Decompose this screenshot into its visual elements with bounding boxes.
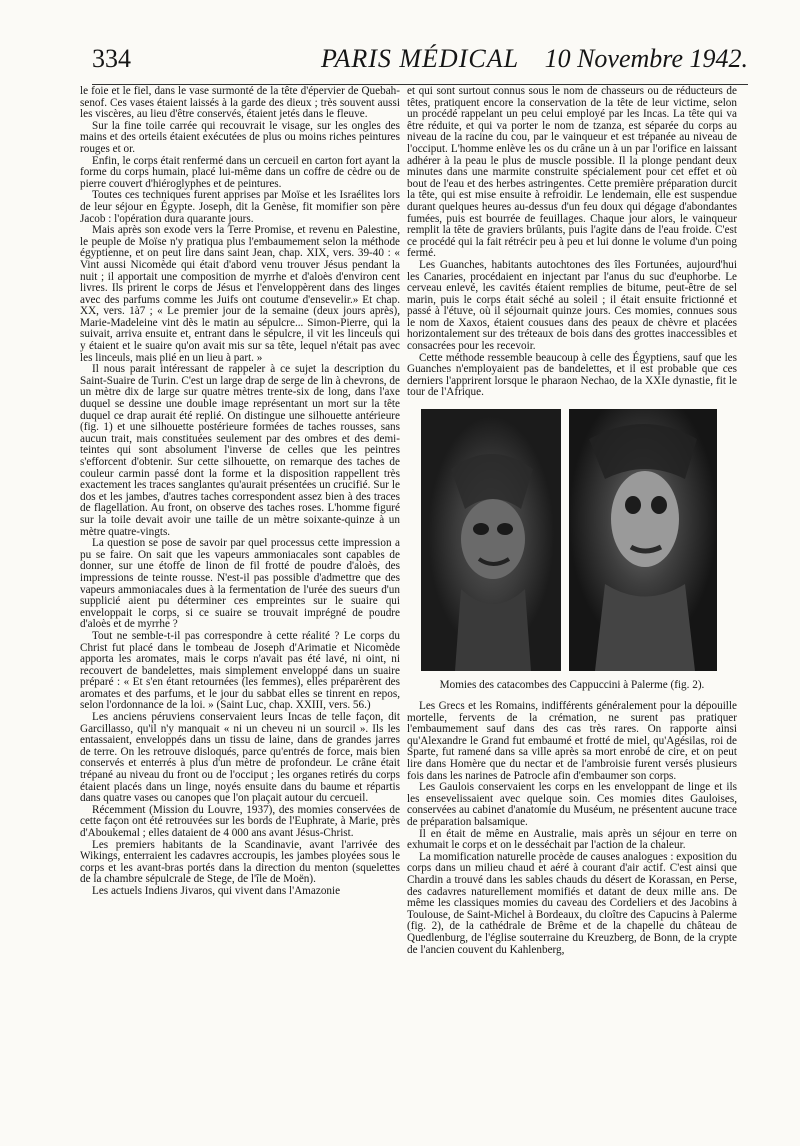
mummy-photo-left xyxy=(421,409,561,671)
paragraph: Cette méthode ressemble beaucoup à celle des Égyptiens, sauf que les Guanches n'employaient pas de bandelettes, et il est probable que ces derniers l'apprirent lorsque le pharaon Nechao, de la XXIe dynastie, fit le tour de l'Afrique. xyxy=(407,351,737,399)
page-number: 334 xyxy=(92,44,131,73)
paragraph: Il nous parait intéressant de rappeler à ce sujet la description du Saint-Suaire de Turin. C'est un large drap de serge de lin à chevrons, de un mètre dix de large sur quatre mètres trente-six de long, dans l'axe duquel se dessine une double image représentant un mort sur la tête duquel ce drap aurait été replié. On distingue une silhouette antérieure (fig. 1) et une silhouette postérieure formées de taches rousses, sans aucun trait, mais constituées seulement par des ombres et des demi-teintes qui sont absolument l'inverse de celles que les peintres s'efforcent d'obtenir. Sur cette silhouette, on remarque des taches de couleur carmin passé dont la forme et la disposition rappellent très exactement les traces sanglantes qu'aurait présentées un crucifié. Sur le dos et les jambes, d'autres taches correspondent assez bien à des traces de flagellation. Au front, on observe des taches roses. L'homme figuré sur la toile devait avoir une taille de un mètre soixante-quinze à un mètre quatre-vingts. xyxy=(80,363,400,538)
issue-date: 10 Novembre 1942. xyxy=(544,44,748,73)
left-column xyxy=(80,86,400,898)
paragraph: Tout ne semble-t-il pas correspondre à cette réalité ? Le corps du Christ fut placé dans le tombeau de Joseph d'Arimatie et Nicomède apporta les aromates, mais le corps n'avait pas été lavé, ni oint, ni recouvert de bandelettes, mais simplement enveloppé dans un suaire préparé : « Et s'en étant retournées (les femmes), elles préparèrent des aromates et des parfums, et le jour du sabbat elles se tinrent en repos, selon l'ordonnance de la loi. » (Saint Luc, chap. XXIII, vers. 56.) xyxy=(80,629,400,712)
paragraph: Les Gaulois conservaient les corps en les enveloppant de linge et ils les ensevelissaient avec quelque soin. Ces momies dites Gauloises, conservées au cabinet d'anatomie du Muséum, ne présentent aucune trace de préparation balsamique. xyxy=(407,781,737,828)
paragraph: Les premiers habitants de la Scandinavie, avant l'arrivée des Wikings, enterraient les cadavres accroupis, les jambes ployées sous le corps et les avant-bras portés dans la direction du menton (squelettes de la chambre sépulcrale de Stege, de l'île de Moën). xyxy=(80,838,400,886)
paragraph: Les Guanches, habitants autochtones des îles Fortunées, aujourd'hui les Canaries, procédaient en injectant par l'anus du suc d'euphorbe. Le cerveau enlevé, les cavités étaient remplies de bitume, peut-être de sel marin, puis le corps était séché au soleil ; il était ensuite frictionné et passé à l'étuve, où il séjournait quinze jours. Ces momies, connues sous le nom de Xaxos, étaient cousues dans des peaux de chèvre et placées horizontalement sur des tréteaux de bois dans des grottes inaccessibles et consacrées pour les recevoir. xyxy=(407,258,737,353)
figure-photos xyxy=(407,409,737,671)
paragraph: Les actuels Indiens Jivaros, qui vivent dans l'Amazonie xyxy=(92,884,341,897)
paragraph: Toutes ces techniques furent apprises par Moïse et les Israélites lors de leur séjour en Égypte. Joseph, dit la Genèse, fit momifier son père Jacob : l'opération dura quarante jours. xyxy=(80,189,400,225)
paragraph: Les Grecs et les Romains, indifférents généralement pour la dépouille mortelle, fervents de la crémation, ne surent pas pratiquer l'embaumement sauf dans des cas très rares. On rapporte ainsi qu'Alexandre le Grand fut embaumé et frotté de miel, qu'Agésilas, roi de Sparte, fut ramené dans sa ville après sa mort enrobé de cire, et on peut lire dans Homère que du nectar et de l'ambroisie furent versés plusieurs fois dans les narines de Patrocle afin d'embaumer son corps. xyxy=(407,700,737,782)
figure-2 xyxy=(407,409,737,691)
paragraph: Sur la fine toile carrée qui recouvrait le visage, sur les ongles des mains et des orteils étaient exécutées de plus ou moins riches peintures rouges et or. xyxy=(80,119,400,155)
paragraph: Enfin, le corps était renfermé dans un cercueil en carton fort ayant la forme du corps humain, placé lui-même dans un coffre de cèdre ou de pierre couvert d'hiéroglyphes et de peintures. xyxy=(80,154,400,190)
right-column xyxy=(407,86,737,956)
paragraph: Il en était de même en Australie, mais après un séjour en terre on exhumait le corps et on le desséchait par l'action de la chaleur. xyxy=(407,827,737,852)
paragraph: et qui sont surtout connus sous le nom de chasseurs ou de réducteurs de têtes, pratiquent encore la conservation de la tête de leur victime, selon un procédé rappelant un peu celui employé par les Incas. La tête qui va être réduite, et qui va porter le nom de tzanza, est séparée du corps au niveau de la racine du cou, par le vainqueur et est trépanée au niveau de l'occiput. L'homme enlève les os du crâne un à un par l'orifice en laissant adhérer à la peau le plus de muscle possible. Il la plonge pendant deux minutes dans une marmite construite spécialement pour cet effet et où bout de l'eau et des herbes astringentes. Cette première préparation durcit la tête, qui est mise ensuite à refroidir. Le lendemain, elle est suspendue durant quelques heures au-dessus d'un feu doux qui dégage d'abondantes fumées, puis est bourrée de feuillages. Chaque jour alors, le vainqueur remplit la tête de graviers brûlants, puis l'agite dans de l'eau froide. C'est ce procédé qui la fait rétrécir peu à peu et lui donne le volume d'un poing fermé. xyxy=(407,85,737,260)
paragraph: Les anciens péruviens conservaient leurs Incas de telle façon, dit Garcillasso, qu'il n'y manquait « ni un cheveu ni un sourcil ». Ils les entassaient, enveloppés dans un tissu de laine, dans de grandes jarres de terre. On les retrouve disloqués, parce qu'entrés de force, mais bien conservés et enterrés à plus d'un mètre de profondeur. Le crâne était trépané au niveau du front ou de l'occiput ; les organes retirés du corps étaient placés dans un linge, noyés ensuite dans du baume et répartis dans quatre vases ou canopes que l'on plaçait autour du cercueil. xyxy=(80,711,400,805)
paragraph: Mais après son exode vers la Terre Promise, et revenu en Palestine, le peuple de Moïse n'y pratiqua plus l'embaumement selon la méthode égyptienne, et on peut lire dans saint Jean, chap. XIX, vers. 39-40 : « Vint aussi Nicomède qui était d'abord venu trouver Jésus pendant la nuit ; il apportait une composition de myrrhe et d'aloès d'environ cent livres. Ils prirent le corps de Jésus et l'enveloppèrent dans des linges avec des parfums comme les Juifs ont coutume d'ensevelir.» Et chap. XX, vers. 1à7 ; « Le premier jour de la semaine (deux jours après), Marie-Madeleine vint dès le matin au sépulcre... Simon-Pierre, qui la suivait, arriva ensuite et, entrant dans le sépulcre, il vit les linceuls qui y étaient et le suaire qu'on avait mis sur sa tête, lequel n'était pas avec les linceuls, mais plié en un lieu à part. » xyxy=(80,224,400,364)
journal-title: PARIS MÉDICAL xyxy=(320,44,520,73)
page-header xyxy=(92,44,748,85)
paragraph: La question se pose de savoir par quel processus cette impression a pu se faire. On sait que les vapeurs ammoniacales sont capables de donner, sur une étoffe de linon de fil frotté de poudre d'aloès, des impressions de teinte rousse. N'est-il pas possible d'admettre que des vapeurs ammoniacales dues à la fermentation de l'urée des sueurs d'un supplicié aient pu déterminer ces empreintes sur le suaire qui enveloppait le corps, si ce suaire se trouvait imprégné de poudre d'aloès et de myrrhe ? xyxy=(80,537,400,631)
paragraph: le foie et le fiel, dans le vase surmonté de la tête d'épervier de Quebah-senof. Ces vases étaient laissés à la garde des dieux ; très souvent aussi les viscères, au lieu d'être conservés, étaient jetés dans le fleuve. xyxy=(80,85,400,121)
figure-caption: Momies des catacombes des Cappuccini à Palerme (fig. 2). xyxy=(439,679,705,692)
mummy-photo-right xyxy=(569,409,717,671)
paragraph: La momification naturelle procède de causes analogues : exposition du corps dans un milieu chaud et aéré à courant d'air actif. C'est ainsi que Chardin a trouvé dans les sables chauds du désert de Korassan, en Perse, des cadavres naturellement momifiés et datant de deux mille ans. De même les classiques momies du caveau des Cordeliers et des Jacobins à Toulouse, de Saint-Michel à Bordeaux, du cloître des Capucins à Palerme (fig. 2), de la cathédrale de Brême et de la chapelle du château de Quedlenburg, de l'église souterraine du Kreuzberg, de Bonn, de la crypte de l'ancien couvent du Kahlenberg, xyxy=(407,850,737,956)
paragraph: Récemment (Mission du Louvre, 1937), des momies conservées de cette façon ont été retrouvées sur les bords de l'Euphrate, à Marie, près d'Aboukemal ; elles dataient de 4 000 ans avant Jésus-Christ. xyxy=(80,803,400,839)
